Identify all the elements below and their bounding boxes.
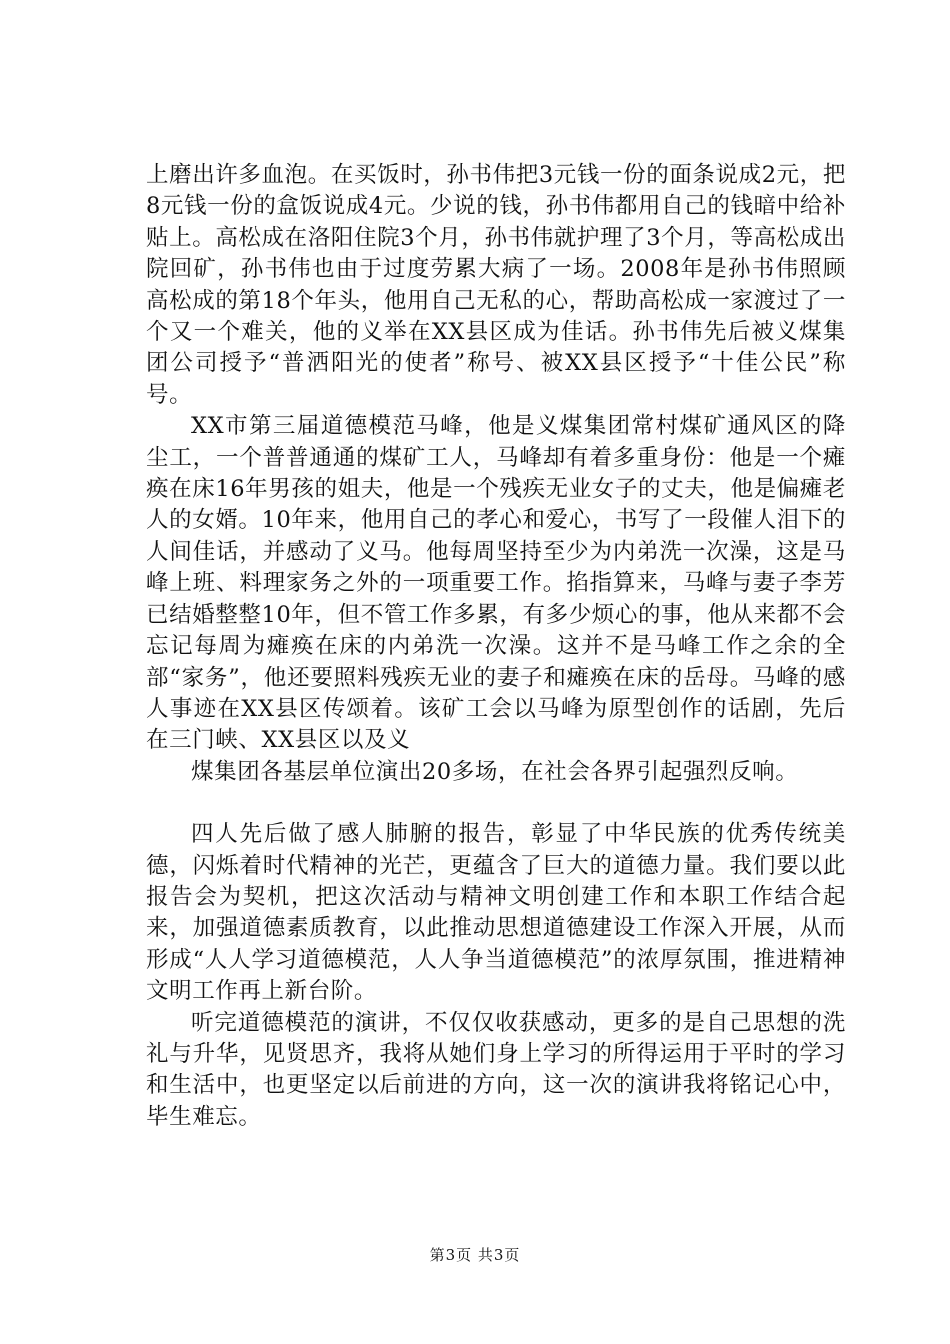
page-number-footer: 第3页 共3页	[429, 1246, 521, 1264]
paragraph-4: 四人先后做了感人肺腑的报告，彰显了中华民族的优秀传统美德，闪烁着时代精神的光芒，更蕴含了巨大的道德力量。我们要以此报告会为契机，把这次活动与精神文明创建工作和本职工作结合起来，加强道德素质教育，以此推动思想道德建设工作深入开展，从而形成“人人学习道德模范，人人争当道德模范”的浓厚氛围，推进精神文明工作再上新台阶。	[146, 821, 846, 1005]
paragraph-5: 听完道德模范的演讲，不仅仅收获感动，更多的是自己思想的洗礼与升华，见贤思齐，我将从她们身上学习的所得运用于平时的学习和生活中，也更坚定以后前进的方向，这一次的演讲我将铭记心中，毕生难忘。	[146, 1009, 846, 1130]
paragraph-2: XX市第三届道德模范马峰，他是义煤集团常村煤矿通风区的降尘工，一个普普通通的煤矿工人，马峰却有着多重身份：他是一个瘫痪在床16年男孩的姐夫，他是一个残疾无业女子的丈夫，他是偏瘫老人的女婿。10年来，他用自己的孝心和爱心，书写了一段催人泪下的人间佳话，并感动了义马。他每周坚持至少为内弟洗一次澡，这是马峰上班、料理家务之外的一项重要工作。掐指算来，马峰与妻子李芳已结婚整整10年，但不管工作多累，有多少烦心的事，他从来都不会忘记每周为瘫痪在床的内弟洗一次澡。这并不是马峰工作之余的全部“家务”，他还要照料残疾无业的妻子和瘫痪在床的岳母。马峰的感人事迹在XX县区传颂着。该矿工会以马峰为原型创作的话剧，先后在三门峡、XX县区以及义	[146, 413, 846, 754]
paragraph-1: 上磨出许多血泡。在买饭时，孙书伟把3元钱一份的面条说成2元，把8元钱一份的盒饭说成4元。少说的钱，孙书伟都用自己的钱暗中给补贴上。高松成在洛阳住院3个月，孙书伟就护理了3个月，等高松成出院回矿，孙书伟也由于过度劳累大病了一场。2008年是孙书伟照顾高松成的第18个年头，他用自己无私的心，帮助高松成一家渡过了一个又一个难关，他的义举在XX县区成为佳话。孙书伟先后被义煤集团公司授予“普洒阳光的使者”称号、被XX县区授予“十佳公民”称号。	[146, 162, 846, 408]
paragraph-spacer	[146, 788, 846, 819]
document-body	[146, 160, 846, 1133]
paragraph-3: 煤集团各基层单位演出20多场，在社会各界引起强烈反响。	[191, 758, 799, 785]
